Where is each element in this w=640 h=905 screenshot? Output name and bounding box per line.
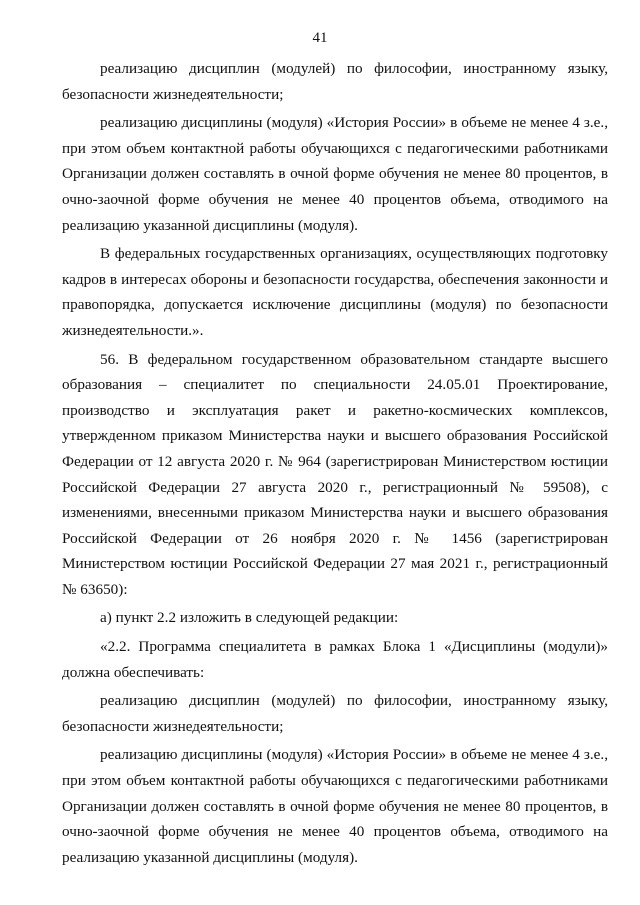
document-body [62, 56, 608, 873]
paragraph-1: реализацию дисциплин (модулей) по философии, иностранному языку, безопасности жизнедеятельности; [62, 60, 608, 103]
paragraph-8: реализацию дисциплины (модуля) «История России» в объеме не менее 4 з.е., при этом объем контактной работы обучающихся с педагогическими работниками Организации должен составлять в очной форме обучения не менее 80 процентов, в очно-заочной форме обучения не менее 40 процентов объема, отводимого на реализацию указанной дисциплины (модуля). [62, 746, 608, 866]
paragraph-5: а) пункт 2.2 изложить в следующей редакции: [100, 609, 399, 627]
page-number: 41 [312, 30, 328, 46]
paragraph-4: 56. В федеральном государственном образовательном стандарте высшего образования – специалитет по специальности 24.05.01 Проектирование, производство и эксплуатация ракет и ракетно-космических комплексов, утвержденном приказом Министерства науки и высшего образования Российской Федерации от 12 августа 2020 г. № 964 (зарегистрирован Министерством юстиции Российской Федерации 27 августа 2020 г., регистрационный № 59508), с изменениями, внесенными приказом Министерства науки и высшего образования Российской Федерации от 26 ноября 2020 г. № 1456 (зарегистрирован Министерством юстиции Российской Федерации 27 мая 2021 г., регистрационный № 63650): [62, 350, 608, 598]
paragraph-2: реализацию дисциплины (модуля) «История России» в объеме не менее 4 з.е., при этом объем контактной работы обучающихся с педагогическими работниками Организации должен составлять в очной форме обучения не менее 80 процентов, в очно-заочной форме обучения не менее 40 процентов объема, отводимого на реализацию указанной дисциплины (модуля). [62, 114, 608, 234]
paragraph-3: В федеральных государственных организациях, осуществляющих подготовку кадров в интересах обороны и безопасности государства, обеспечения законности и правопорядка, допускается исключение дисциплины (модуля) по безопасности жизнедеятельности.». [62, 245, 608, 339]
paragraph-7: реализацию дисциплин (модулей) по философии, иностранному языку, безопасности жизнедеятельности; [62, 692, 608, 735]
paragraph-6: «2.2. Программа специалитета в рамках Блока 1 «Дисциплины (модули)» должна обеспечивать: [62, 638, 608, 681]
